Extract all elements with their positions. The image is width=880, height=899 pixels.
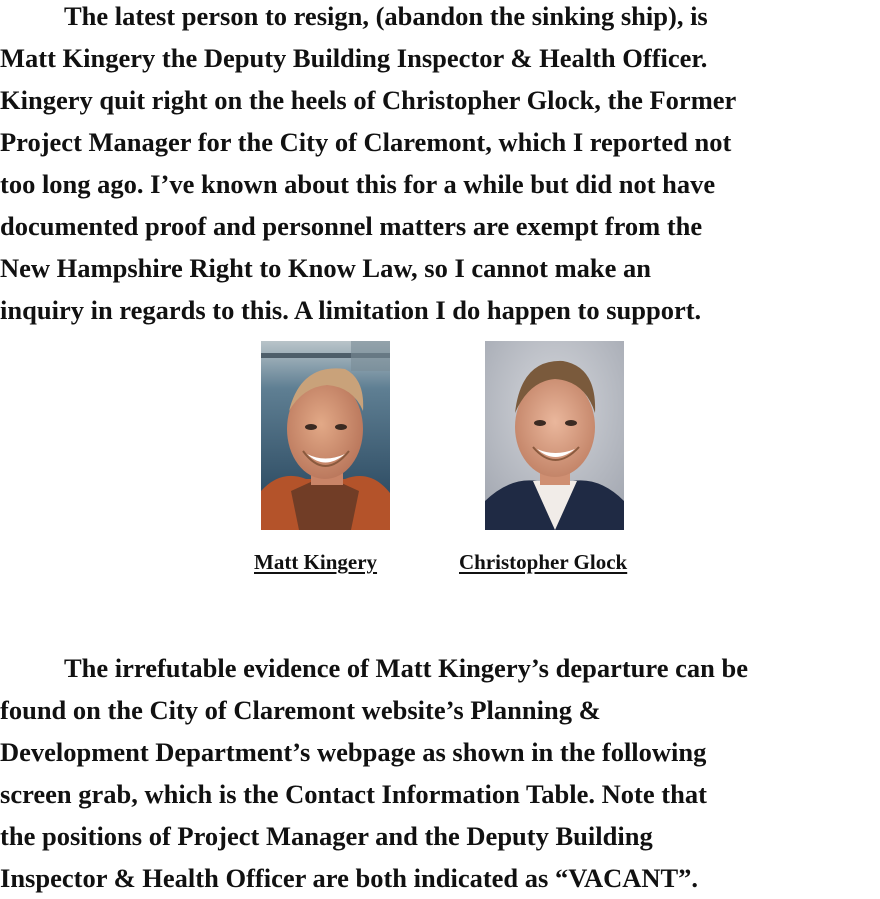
paragraph-line: The latest person to resign, (abandon the sinking ship), is bbox=[64, 1, 708, 31]
paragraph-line: screen grab, which is the Contact Information Table. Note that bbox=[0, 779, 707, 809]
portrait-photo-icon bbox=[485, 341, 624, 530]
portrait-photo-icon bbox=[261, 341, 390, 530]
caption-matt-kingery: Matt Kingery bbox=[254, 550, 378, 574]
paragraph-line: Kingery quit right on the heels of Christopher Glock, the Former bbox=[0, 85, 737, 115]
paragraph-line: Project Manager for the City of Claremont, which I reported not bbox=[0, 127, 732, 157]
paragraph-line: found on the City of Claremont website’s Planning & bbox=[0, 695, 601, 725]
photo-matt-kingery bbox=[261, 341, 390, 530]
paragraph-evidence bbox=[0, 647, 880, 899]
paragraph-line: New Hampshire Right to Know Law, so I cannot make an bbox=[0, 253, 652, 283]
photo-christopher-glock bbox=[485, 341, 624, 530]
paragraph-line: too long ago. I’ve known about this for a while but did not have bbox=[0, 169, 716, 199]
paragraph-line: Development Department’s webpage as shown in the following bbox=[0, 737, 707, 767]
caption-christopher-glock: Christopher Glock bbox=[459, 550, 628, 574]
paragraph-line: inquiry in regards to this. A limitation I do happen to support. bbox=[0, 295, 702, 325]
paragraph-line: the positions of Project Manager and the Deputy Building bbox=[0, 821, 653, 851]
paragraph-line: Matt Kingery the Deputy Building Inspector & Health Officer. bbox=[0, 43, 708, 73]
paragraph-line: The irrefutable evidence of Matt Kingery’s departure can be bbox=[64, 653, 748, 683]
paragraph-line: documented proof and personnel matters are exempt from the bbox=[0, 211, 703, 241]
paragraph-line: Inspector & Health Officer are both indicated as “VACANT”. bbox=[0, 863, 699, 893]
paragraph-resignation bbox=[0, 0, 880, 331]
